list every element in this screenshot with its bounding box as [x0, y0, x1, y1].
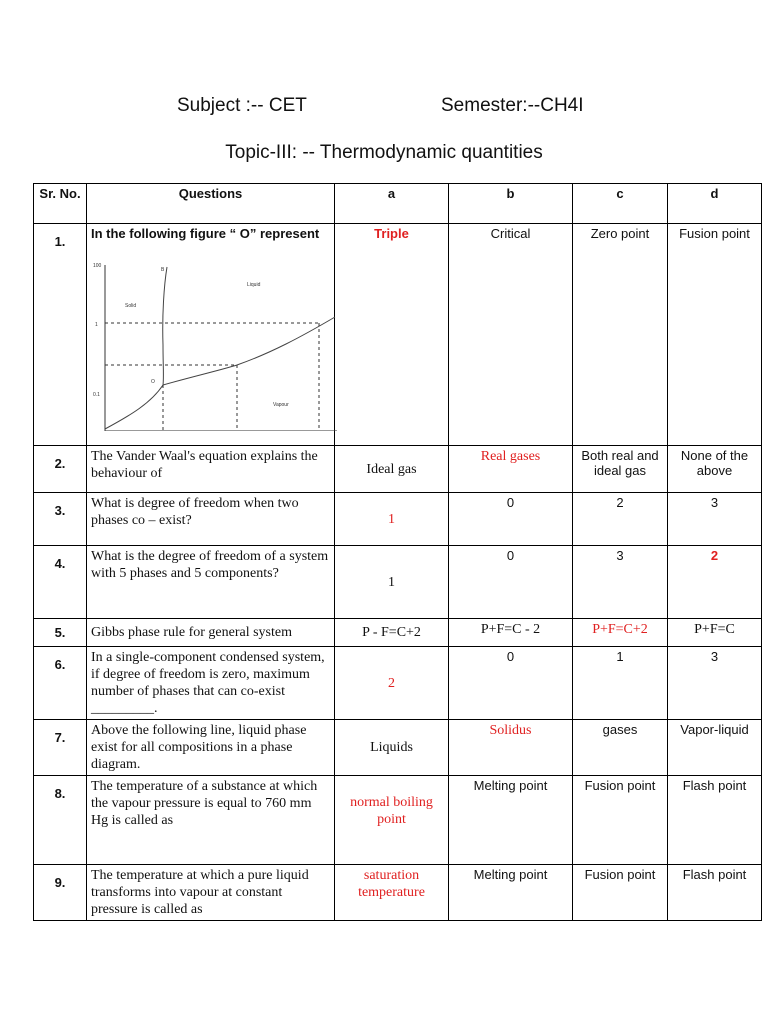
y-tick-100: 100: [93, 263, 102, 269]
option-d: 3: [668, 493, 762, 546]
option-a: Ideal gas: [335, 446, 449, 493]
question-text: Above the following line, liquid phase exist for all compositions in a phase diagram.: [87, 720, 335, 776]
table-row: [34, 619, 762, 647]
label-solid: Solid: [125, 303, 137, 309]
row-number: 3.: [34, 493, 87, 546]
option-d: 3: [668, 647, 762, 720]
header-sr-no: Sr. No.: [34, 184, 87, 224]
option-c: Fusion point: [573, 776, 668, 865]
option-a: normal boiling point: [335, 776, 449, 865]
row-number: 5.: [34, 619, 87, 647]
option-c: gases: [573, 720, 668, 776]
questions-table: [33, 183, 762, 921]
question-text: The Vander Waal's equation explains the behaviour of: [87, 446, 335, 493]
table-row: [34, 720, 762, 776]
y-tick-0.1: 0.1: [93, 392, 100, 398]
option-d: None of the above: [668, 446, 762, 493]
question-text: In the following figure “ O” represent: [91, 226, 320, 241]
row-number: 4.: [34, 546, 87, 619]
label-vapour: Vapour: [273, 402, 289, 408]
option-c: 3: [573, 546, 668, 619]
y-tick-1: 1: [95, 322, 98, 328]
option-b: Melting point: [449, 865, 573, 921]
option-a: 2: [335, 647, 449, 720]
subject-label: Subject :-- CET: [177, 95, 307, 116]
table-row: [34, 776, 762, 865]
option-c: Fusion point: [573, 865, 668, 921]
option-b: Solidus: [449, 720, 573, 776]
header-questions: Questions: [87, 184, 335, 224]
question-text: The temperature at which a pure liquid transforms into vapour at constant pressure is called as: [87, 865, 335, 921]
label-point-o: O: [151, 379, 155, 385]
option-c: Zero point: [573, 224, 668, 446]
option-d: Flash point: [668, 776, 762, 865]
sublimation-curve: [105, 385, 163, 429]
table-row: [34, 493, 762, 546]
option-a: 1: [335, 493, 449, 546]
table-row: [34, 546, 762, 619]
option-b: P+F=C - 2: [449, 619, 573, 647]
row-number: 6.: [34, 647, 87, 720]
row-number: 8.: [34, 776, 87, 865]
option-a: saturation temperature: [335, 865, 449, 921]
option-a: P - F=C+2: [335, 619, 449, 647]
question-text: What is the degree of freedom of a system with 5 phases and 5 components?: [87, 546, 335, 619]
option-b: 0: [449, 647, 573, 720]
table-row: [34, 647, 762, 720]
option-c: 1: [573, 647, 668, 720]
row-number: 2.: [34, 446, 87, 493]
option-d: Flash point: [668, 865, 762, 921]
row-number: 7.: [34, 720, 87, 776]
option-b: 0: [449, 546, 573, 619]
row-number: 1.: [34, 224, 87, 446]
option-b: Critical: [449, 224, 573, 446]
option-d: Fusion point: [668, 224, 762, 446]
topic-title: Topic-III: -- Thermodynamic quantities: [225, 142, 543, 163]
question-cell: [87, 224, 335, 446]
option-b: 0: [449, 493, 573, 546]
table-header-row: [34, 184, 762, 224]
question-text: The temperature of a substance at which the vapour pressure is equal to 760 mm Hg is called as: [87, 776, 335, 865]
option-d: 2: [668, 546, 762, 619]
vaporization-curve: [163, 317, 335, 385]
header-option-b: b: [449, 184, 573, 224]
table-row: [34, 224, 762, 446]
option-c: Both real and ideal gas: [573, 446, 668, 493]
semester-label: Semester:--CH4I: [441, 95, 584, 116]
table-row: [34, 446, 762, 493]
option-c: P+F=C+2: [573, 619, 668, 647]
header-option-c: c: [573, 184, 668, 224]
option-a: Liquids: [335, 720, 449, 776]
option-a: 1: [335, 546, 449, 619]
phase-diagram-figure: [91, 245, 330, 436]
question-text: Gibbs phase rule for general system: [87, 619, 335, 647]
option-d: Vapor-liquid: [668, 720, 762, 776]
option-c: 2: [573, 493, 668, 546]
row-number: 9.: [34, 865, 87, 921]
option-b: Real gases: [449, 446, 573, 493]
phase-diagram-svg: [91, 245, 337, 431]
option-d: P+F=C: [668, 619, 762, 647]
question-text: In a single-component condensed system, if degree of freedom is zero, maximum number of phases that can co-exist _________.: [87, 647, 335, 720]
label-liquid: Liquid: [247, 282, 261, 288]
question-text: What is degree of freedom when two phases co – exist?: [87, 493, 335, 546]
option-b: Melting point: [449, 776, 573, 865]
table-row: [34, 865, 762, 921]
fusion-curve: [163, 267, 167, 385]
header-option-d: d: [668, 184, 762, 224]
header-option-a: a: [335, 184, 449, 224]
option-a: Triple: [335, 224, 449, 446]
label-point-b: B: [161, 267, 165, 273]
